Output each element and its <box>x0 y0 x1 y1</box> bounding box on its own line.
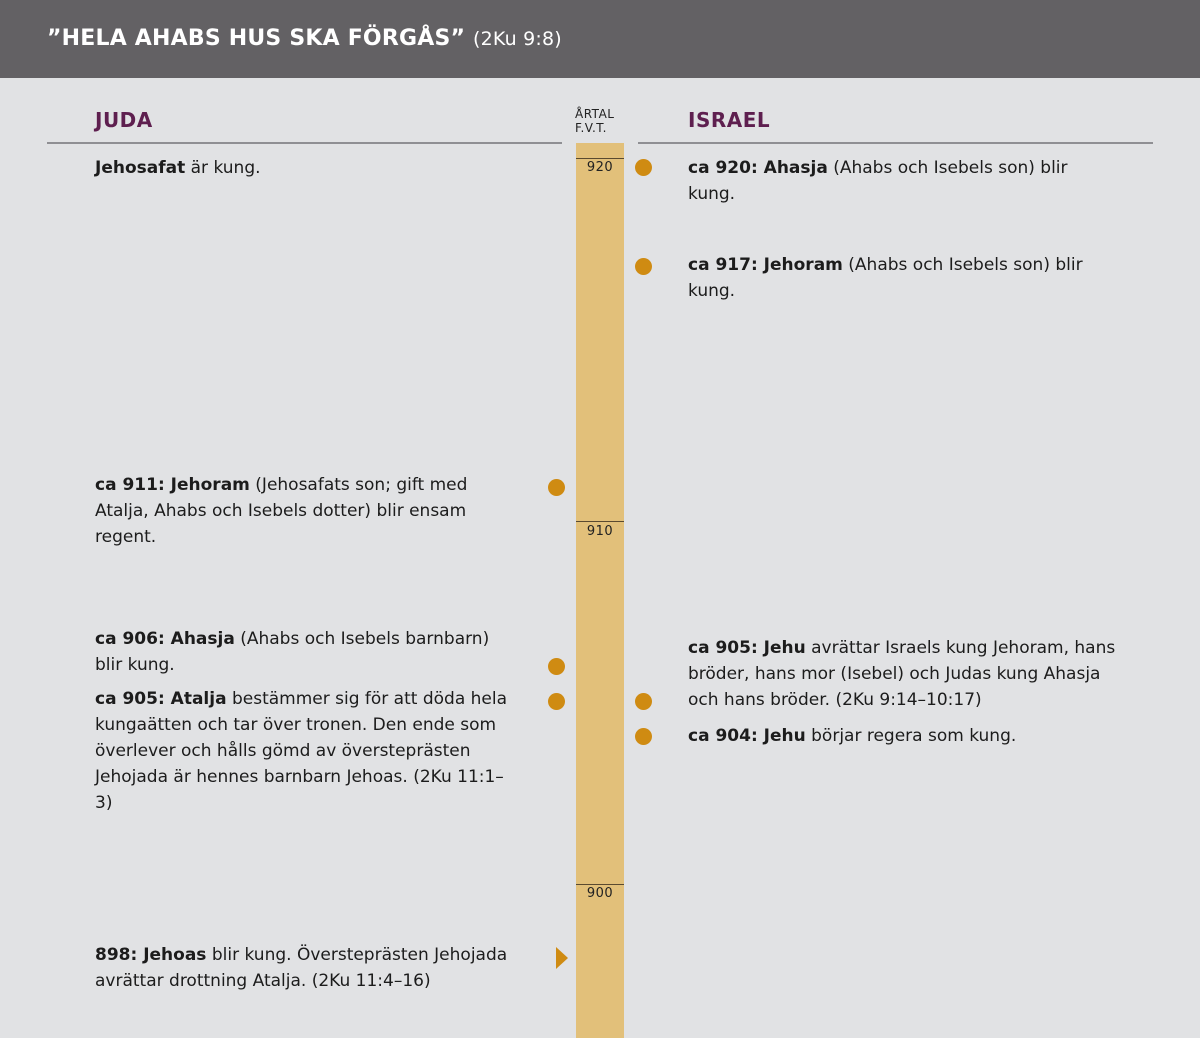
tick-label-920: 920 <box>586 160 614 175</box>
title-text: ”HELA AHABS HUS SKA FÖRGÅS” <box>47 26 466 51</box>
timeline-bar <box>576 143 624 1038</box>
event-title: ca 906: Ahasja <box>95 629 235 649</box>
year-label-line1: ÅRTAL <box>575 107 615 121</box>
israel-divider <box>638 142 1153 144</box>
title-banner <box>0 0 1200 78</box>
juda-event-ahasja <box>95 626 495 678</box>
page-title <box>47 26 562 51</box>
year-column-label <box>575 107 614 135</box>
tick-910 <box>576 521 624 522</box>
juda-divider <box>47 142 562 144</box>
event-text: (Ahabs och Isebels barnbarn) blir kung. <box>95 629 490 675</box>
event-title: ca 904: Jehu <box>688 726 806 746</box>
tick-label-910: 910 <box>586 524 614 539</box>
juda-event-jehoram <box>95 472 525 550</box>
event-title: ca 920: Ahasja <box>688 158 828 178</box>
event-title: ca 917: Jehoram <box>688 255 843 275</box>
event-text: (Ahabs och Isebels son) blir kung. <box>688 255 1083 301</box>
event-dot-icon <box>635 258 652 275</box>
event-text: bestämmer sig för att döda hela kungaätten och tar över tronen. Den ende som överlever och hålls gömd av översteprästen Jehojada är hennes barnbarn Jehoas. (2Ku 11:1–3) <box>95 689 508 813</box>
israel-event-jehu-executes <box>688 635 1133 713</box>
event-dot-icon <box>635 728 652 745</box>
israel-event-jehoram <box>688 252 1088 304</box>
juda-event-jehoas <box>95 942 515 994</box>
israel-event-jehu-reigns <box>688 723 1133 749</box>
tick-label-900: 900 <box>586 886 614 901</box>
column-heading-juda: JUDA <box>95 108 153 132</box>
israel-event-ahasja <box>688 155 1088 207</box>
event-title: ca 911: Jehoram <box>95 475 250 495</box>
event-text: är kung. <box>185 158 261 178</box>
juda-event-jehosafat <box>95 155 535 181</box>
title-reference: (2Ku 9:8) <box>473 28 562 50</box>
event-title: Jehosafat <box>95 158 186 178</box>
tick-900 <box>576 884 624 885</box>
event-text: börjar regera som kung. <box>805 726 1017 746</box>
event-arrow-icon <box>556 947 568 969</box>
event-text: avrättar Israels kung Jehoram, hans bröder, hans mor (Isebel) och Judas kung Ahasja och hans bröder. (2Ku 9:14–10:17) <box>688 638 1116 710</box>
event-dot-icon <box>548 693 565 710</box>
event-text: (Ahabs och Isebels son) blir kung. <box>688 158 1068 204</box>
event-dot-icon <box>548 479 565 496</box>
event-title: 898: Jehoas <box>95 945 207 965</box>
year-label-line2: F.V.T. <box>575 121 607 135</box>
juda-event-atalja <box>95 686 520 816</box>
event-dot-icon <box>635 693 652 710</box>
event-dot-icon <box>635 159 652 176</box>
event-text: blir kung. Översteprästen Jehojada avrättar drottning Atalja. (2Ku 11:4–16) <box>95 945 508 991</box>
event-title: ca 905: Atalja <box>95 689 227 709</box>
event-dot-icon <box>548 658 565 675</box>
column-heading-israel: ISRAEL <box>688 108 771 132</box>
event-title: ca 905: Jehu <box>688 638 806 658</box>
event-text: (Jehosafats son; gift med Atalja, Ahabs och Isebels dotter) blir ensam regent. <box>95 475 468 547</box>
tick-920 <box>576 158 624 159</box>
